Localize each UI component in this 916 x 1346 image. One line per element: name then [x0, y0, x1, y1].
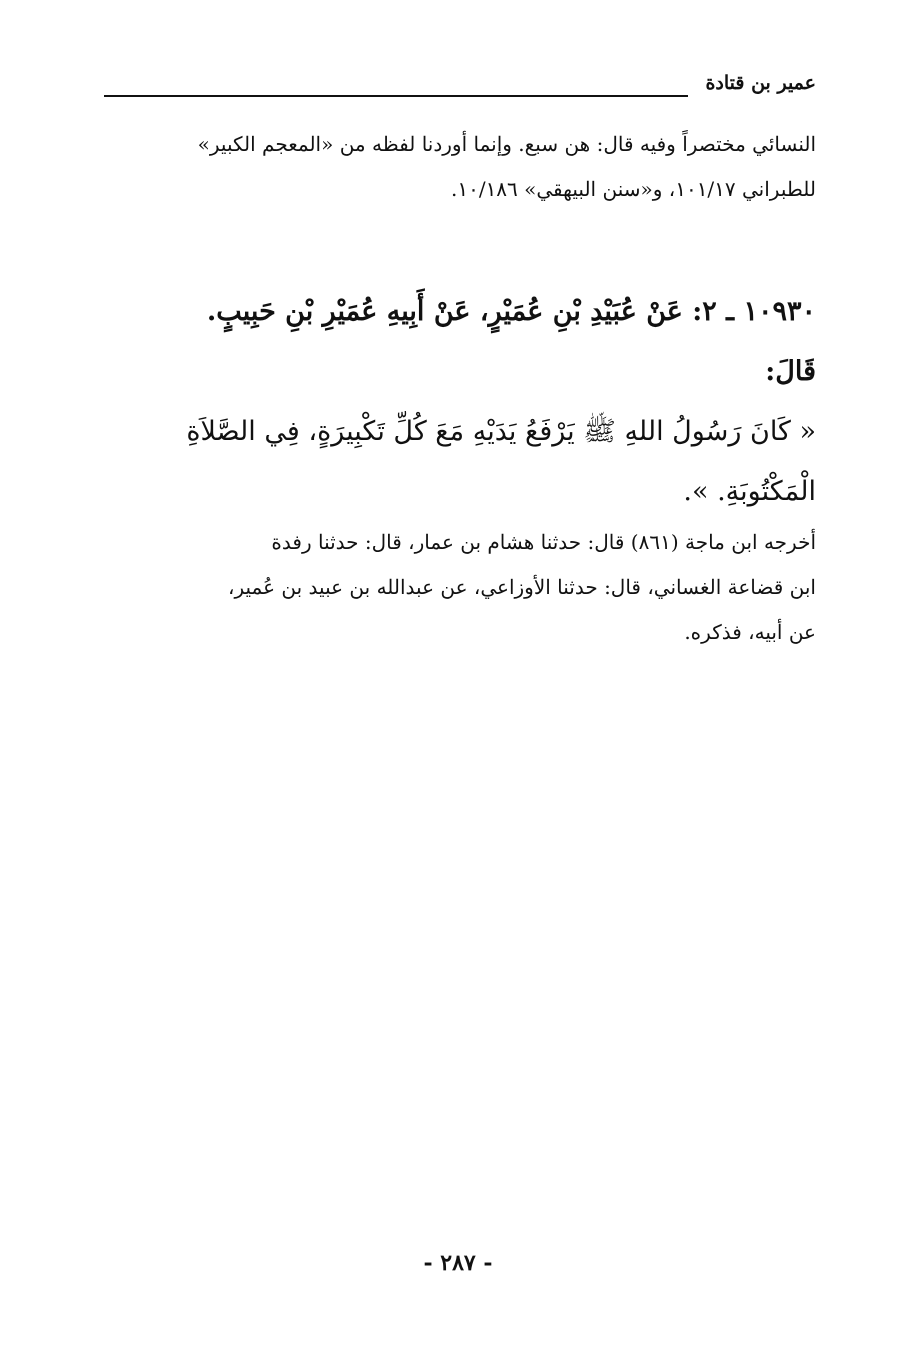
takhrij-line: أخرجه ابن ماجة (٨٦١) قال: حدثنا هشام بن عمار، قال: حدثنا رفدة [271, 530, 816, 554]
hadith-heading: ١٠٩٣٠ ـ ٢: عَنْ عُبَيْدِ بْنِ عُمَيْرٍ، عَنْ أَبِيهِ عُمَيْرِ بْنِ حَبِيبٍ. [206, 296, 816, 327]
running-header [104, 68, 816, 104]
takhrij-line: عن أبيه، فذكره. [684, 620, 816, 644]
hadith-entry [104, 282, 816, 522]
footnote-line: للطبراني ١٠١/١٧، و«سنن البيهقي» ١٠/١٨٦. [450, 177, 816, 201]
page-number: - ٢٨٧ - [423, 1250, 493, 1276]
continued-footnote [104, 122, 816, 212]
takhrij-line: ابن قضاعة الغساني، قال: حدثنا الأوزاعي، عن عبدالله بن عبيد بن عُمير، [228, 575, 816, 599]
hadith-text-line: الْمَكْتُوبَةِ. ». [683, 476, 816, 507]
hadith-qal: قَالَ: [765, 356, 816, 387]
running-title: عمير بن قتادة [705, 72, 816, 94]
takhrij-note [104, 520, 816, 655]
header-rule [104, 95, 688, 97]
hadith-text-line: « كَانَ رَسُولُ اللهِ ﷺ يَرْفَعُ يَدَيْهِ مَعَ كُلِّ تَكْبِيرَةٍ، فِي الصَّلاَةِ [186, 416, 816, 447]
footnote-line: النسائي مختصراً وفيه قال: هن سبع. وإنما أوردنا لفظه من «المعجم الكبير» [197, 132, 816, 156]
